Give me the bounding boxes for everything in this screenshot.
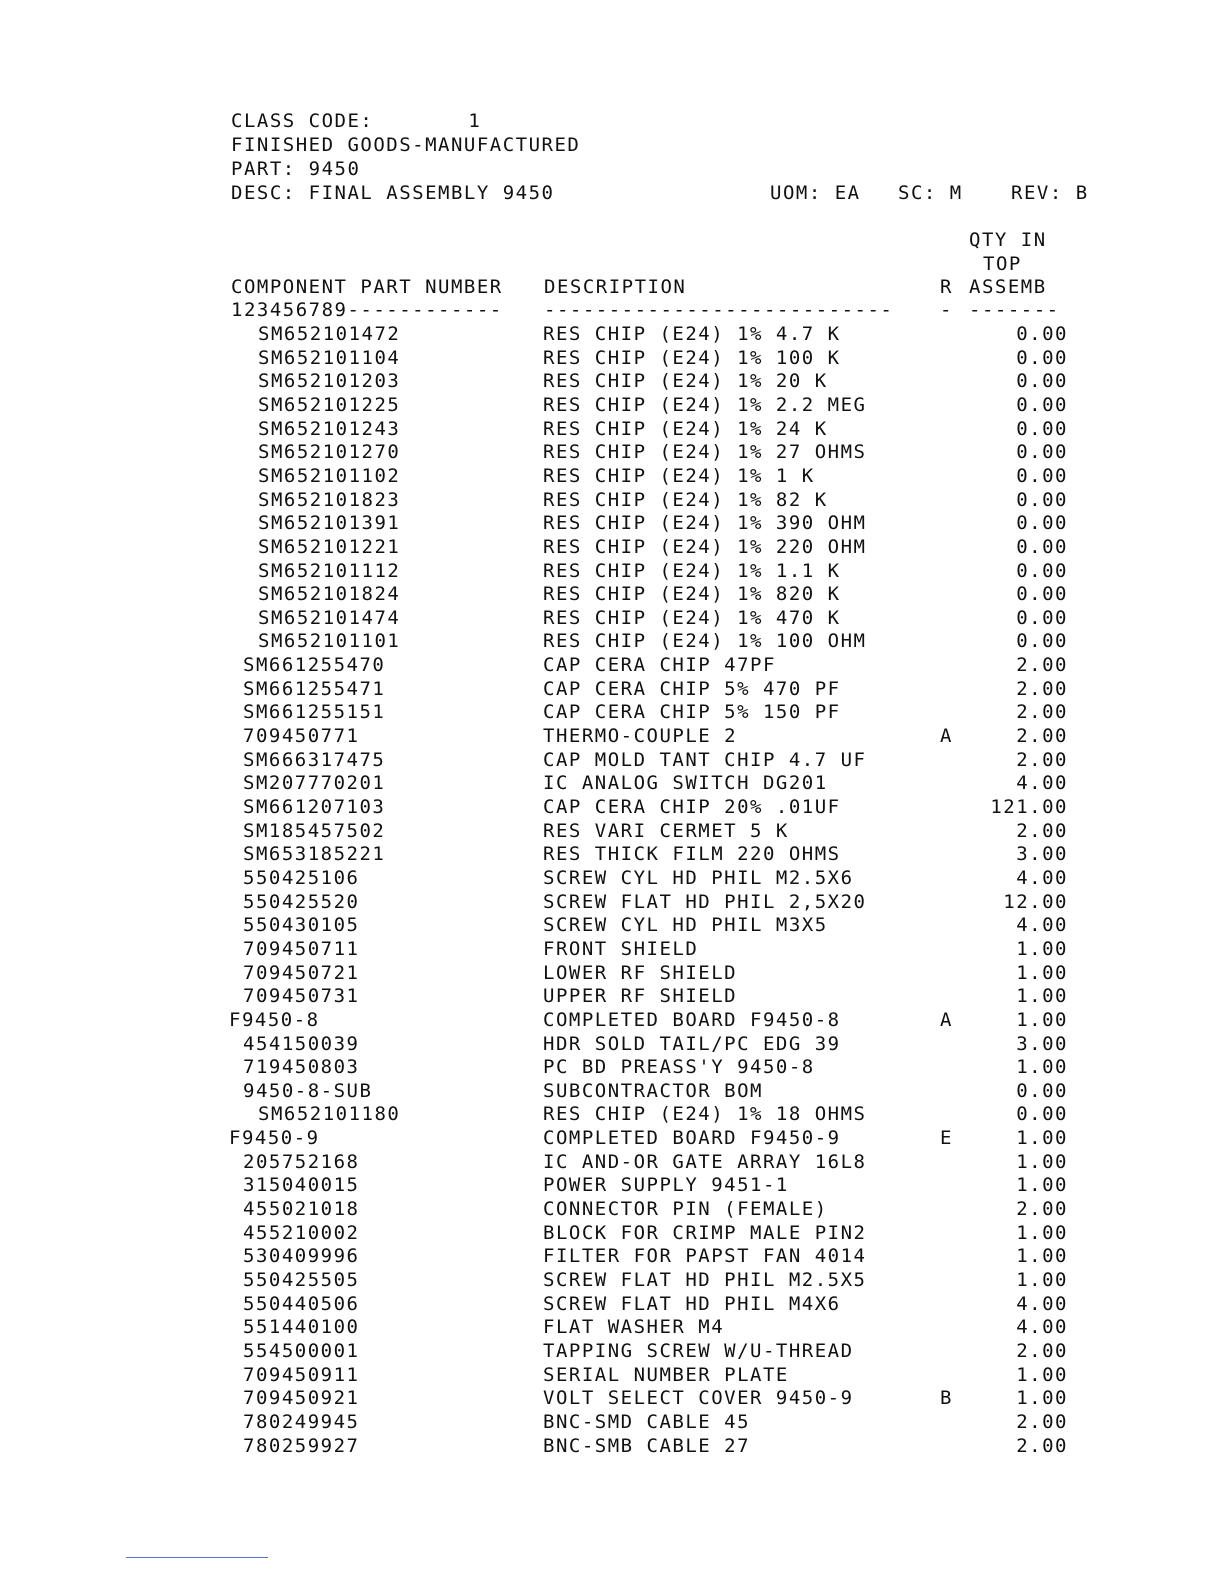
quantity-in-top-assembly: 4.00	[1016, 1316, 1068, 1338]
component-description: CAP MOLD TANT CHIP 4.7 UF	[543, 749, 867, 771]
component-part-number: 719450803	[243, 1056, 360, 1078]
component-part-number: 709450911	[243, 1364, 360, 1386]
quantity-in-top-assembly: 0.00	[1016, 536, 1068, 558]
component-description: RES CHIP (E24) 1% 20 K	[543, 370, 828, 392]
quantity-in-top-assembly: 0.00	[1016, 630, 1068, 652]
quantity-in-top-assembly: 1.00	[1016, 1151, 1068, 1173]
component-rule: 123456789------------	[231, 299, 503, 321]
component-part-number: SM652101225	[258, 394, 401, 416]
revision-flag: B	[940, 1387, 953, 1409]
quantity-in-top-assembly: 0.00	[1016, 583, 1068, 605]
qty-header-line-1: QTY IN	[969, 229, 1047, 251]
component-part-number: SM652101102	[258, 465, 401, 487]
class-name: FINISHED GOODS-MANUFACTURED	[231, 134, 581, 156]
component-part-number: 550425106	[243, 867, 360, 889]
quantity-in-top-assembly: 1.00	[1016, 985, 1068, 1007]
quantity-in-top-assembly: 0.00	[1016, 418, 1068, 440]
component-part-number: SM653185221	[243, 843, 386, 865]
component-description: RES CHIP (E24) 1% 220 OHM	[543, 536, 867, 558]
component-description: FILTER FOR PAPST FAN 4014	[543, 1245, 867, 1267]
quantity-in-top-assembly: 1.00	[1016, 1222, 1068, 1244]
quantity-in-top-assembly: 12.00	[1003, 891, 1068, 913]
component-part-number: 530409996	[243, 1245, 360, 1267]
quantity-in-top-assembly: 121.00	[990, 796, 1068, 818]
quantity-in-top-assembly: 0.00	[1016, 560, 1068, 582]
component-part-number: 780259927	[243, 1435, 360, 1457]
quantity-in-top-assembly: 2.00	[1016, 1435, 1068, 1457]
quantity-in-top-assembly: 4.00	[1016, 772, 1068, 794]
component-part-number: 315040015	[243, 1174, 360, 1196]
component-part-number: 551440100	[243, 1316, 360, 1338]
component-part-number: 550425520	[243, 891, 360, 913]
component-part-number: 709450921	[243, 1387, 360, 1409]
component-description: HDR SOLD TAIL/PC EDG 39	[543, 1033, 841, 1055]
quantity-in-top-assembly: 0.00	[1016, 1103, 1068, 1125]
component-description: SCREW CYL HD PHIL M2.5X6	[543, 867, 854, 889]
component-description: CAP CERA CHIP 47PF	[543, 654, 776, 676]
quantity-in-top-assembly: 0.00	[1016, 489, 1068, 511]
quantity-in-top-assembly: 2.00	[1016, 1411, 1068, 1433]
assemb-rule: -------	[969, 299, 1060, 321]
component-part-number: 205752168	[243, 1151, 360, 1173]
component-description: CAP CERA CHIP 5% 470 PF	[543, 678, 841, 700]
quantity-in-top-assembly: 2.00	[1016, 654, 1068, 676]
quantity-in-top-assembly: 0.00	[1016, 512, 1068, 534]
component-description: SUBCONTRACTOR BOM	[543, 1080, 763, 1102]
quantity-in-top-assembly: 0.00	[1016, 465, 1068, 487]
quantity-in-top-assembly: 0.00	[1016, 323, 1068, 345]
class-code-value: 1	[468, 110, 482, 132]
component-part-number: SM652101101	[258, 630, 401, 652]
component-description: CONNECTOR PIN (FEMALE)	[543, 1198, 828, 1220]
component-description: PC BD PREASS'Y 9450-8	[543, 1056, 815, 1078]
component-part-number: SM652101391	[258, 512, 401, 534]
component-description: RES CHIP (E24) 1% 4.7 K	[543, 323, 841, 345]
component-description: BLOCK FOR CRIMP MALE PIN2	[543, 1222, 867, 1244]
quantity-in-top-assembly: 1.00	[1016, 1245, 1068, 1267]
component-part-number: F9450-8	[229, 1009, 320, 1031]
component-part-number: SM661207103	[243, 796, 386, 818]
component-part-number: SM652101270	[258, 441, 401, 463]
description-header: DESCRIPTION	[544, 276, 687, 298]
component-description: UPPER RF SHIELD	[543, 985, 738, 1007]
component-part-number: 709450711	[243, 938, 360, 960]
component-part-number: 709450721	[243, 962, 360, 984]
revision-flag: A	[940, 1009, 953, 1031]
component-part-number: SM661255151	[243, 701, 386, 723]
component-description: COMPLETED BOARD F9450-8	[543, 1009, 841, 1031]
component-part-number: 455210002	[243, 1222, 360, 1244]
quantity-in-top-assembly: 2.00	[1016, 725, 1068, 747]
revision-flag: A	[940, 725, 953, 747]
quantity-in-top-assembly: 3.00	[1016, 1033, 1068, 1055]
component-description: FRONT SHIELD	[543, 938, 699, 960]
quantity-in-top-assembly: 0.00	[1016, 607, 1068, 629]
class-code-line	[231, 110, 481, 132]
component-part-number: SM652101104	[258, 347, 401, 369]
assemb-header: ASSEMB	[969, 276, 1047, 298]
component-part-number: SM185457502	[243, 820, 386, 842]
component-description: RES CHIP (E24) 1% 100 OHM	[543, 630, 867, 652]
quantity-in-top-assembly: 1.00	[1016, 1269, 1068, 1291]
component-description: TAPPING SCREW W/U-THREAD	[543, 1340, 854, 1362]
component-description: CAP CERA CHIP 5% 150 PF	[543, 701, 841, 723]
component-part-number: 709450771	[243, 725, 360, 747]
quantity-in-top-assembly: 0.00	[1016, 1080, 1068, 1102]
quantity-in-top-assembly: 1.00	[1016, 1127, 1068, 1149]
component-part-number: SM652101472	[258, 323, 401, 345]
component-part-number: SM652101474	[258, 607, 401, 629]
sc-line: SC: M	[898, 182, 963, 204]
qty-header-line-2: TOP	[983, 253, 1022, 275]
component-part-number: SM207770201	[243, 772, 386, 794]
component-part-number: 455021018	[243, 1198, 360, 1220]
component-part-number: SM661255471	[243, 678, 386, 700]
component-description: SCREW FLAT HD PHIL M2.5X5	[543, 1269, 867, 1291]
r-header: R	[940, 276, 953, 298]
component-description: RES CHIP (E24) 1% 820 K	[543, 583, 841, 605]
component-description: RES CHIP (E24) 1% 1 K	[543, 465, 815, 487]
quantity-in-top-assembly: 2.00	[1016, 678, 1068, 700]
component-description: SERIAL NUMBER PLATE	[543, 1364, 789, 1386]
component-description: RES CHIP (E24) 1% 24 K	[543, 418, 828, 440]
component-part-number: 780249945	[243, 1411, 360, 1433]
quantity-in-top-assembly: 1.00	[1016, 1056, 1068, 1078]
component-part-number: 550440506	[243, 1293, 360, 1315]
quantity-in-top-assembly: 0.00	[1016, 441, 1068, 463]
component-description: BNC-SMB CABLE 27	[543, 1435, 751, 1457]
uom-line: UOM: EA	[770, 182, 861, 204]
component-part-number: SM652101823	[258, 489, 401, 511]
part-line: PART: 9450	[231, 158, 361, 180]
component-description: IC ANALOG SWITCH DG201	[543, 772, 828, 794]
quantity-in-top-assembly: 0.00	[1016, 347, 1068, 369]
component-description: RES CHIP (E24) 1% 27 OHMS	[543, 441, 867, 463]
component-part-number: SM652101824	[258, 583, 401, 605]
component-part-number: SM652101180	[258, 1103, 401, 1125]
component-description: RES CHIP (E24) 1% 470 K	[543, 607, 841, 629]
description-rule: ---------------------------	[544, 299, 894, 321]
component-description: RES CHIP (E24) 1% 1.1 K	[543, 560, 841, 582]
component-description: RES THICK FILM 220 OHMS	[543, 843, 841, 865]
quantity-in-top-assembly: 1.00	[1016, 1387, 1068, 1409]
quantity-in-top-assembly: 2.00	[1016, 701, 1068, 723]
quantity-in-top-assembly: 1.00	[1016, 1364, 1068, 1386]
quantity-in-top-assembly: 2.00	[1016, 820, 1068, 842]
component-header: COMPONENT PART NUMBER	[231, 276, 503, 298]
component-description: COMPLETED BOARD F9450-9	[543, 1127, 841, 1149]
component-part-number: SM661255470	[243, 654, 386, 676]
quantity-in-top-assembly: 2.00	[1016, 749, 1068, 771]
desc-line: DESC: FINAL ASSEMBLY 9450	[231, 182, 555, 204]
quantity-in-top-assembly: 4.00	[1016, 914, 1068, 936]
revision-flag: E	[940, 1127, 953, 1149]
quantity-in-top-assembly: 4.00	[1016, 1293, 1068, 1315]
quantity-in-top-assembly: 0.00	[1016, 394, 1068, 416]
component-part-number: SM652101112	[258, 560, 401, 582]
component-description: RES VARI CERMET 5 K	[543, 820, 789, 842]
quantity-in-top-assembly: 0.00	[1016, 370, 1068, 392]
footer-rule	[126, 1557, 268, 1558]
quantity-in-top-assembly: 1.00	[1016, 938, 1068, 960]
component-description: IC AND-OR GATE ARRAY 16L8	[543, 1151, 867, 1173]
component-part-number: 709450731	[243, 985, 360, 1007]
component-description: THERMO-COUPLE 2	[543, 725, 738, 747]
component-description: LOWER RF SHIELD	[543, 962, 738, 984]
component-part-number: 454150039	[243, 1033, 360, 1055]
component-description: RES CHIP (E24) 1% 390 OHM	[543, 512, 867, 534]
component-description: RES CHIP (E24) 1% 82 K	[543, 489, 828, 511]
component-description: POWER SUPPLY 9451-1	[543, 1174, 789, 1196]
component-description: CAP CERA CHIP 20% .01UF	[543, 796, 841, 818]
component-part-number: F9450-9	[229, 1127, 320, 1149]
component-description: SCREW CYL HD PHIL M3X5	[543, 914, 828, 936]
quantity-in-top-assembly: 1.00	[1016, 962, 1068, 984]
component-part-number: SM652101243	[258, 418, 401, 440]
component-description: BNC-SMD CABLE 45	[543, 1411, 751, 1433]
component-description: SCREW FLAT HD PHIL 2,5X20	[543, 891, 867, 913]
component-part-number: SM666317475	[243, 749, 386, 771]
quantity-in-top-assembly: 1.00	[1016, 1009, 1068, 1031]
quantity-in-top-assembly: 2.00	[1016, 1198, 1068, 1220]
component-description: VOLT SELECT COVER 9450-9	[543, 1387, 854, 1409]
component-part-number: SM652101221	[258, 536, 401, 558]
component-description: RES CHIP (E24) 1% 100 K	[543, 347, 841, 369]
rev-line: REV: B	[1011, 182, 1089, 204]
component-description: RES CHIP (E24) 1% 2.2 MEG	[543, 394, 867, 416]
component-part-number: SM652101203	[258, 370, 401, 392]
quantity-in-top-assembly: 2.00	[1016, 1340, 1068, 1362]
component-part-number: 550425505	[243, 1269, 360, 1291]
quantity-in-top-assembly: 4.00	[1016, 867, 1068, 889]
component-description: FLAT WASHER M4	[543, 1316, 725, 1338]
quantity-in-top-assembly: 3.00	[1016, 843, 1068, 865]
component-part-number: 9450-8-SUB	[243, 1080, 373, 1102]
component-description: RES CHIP (E24) 1% 18 OHMS	[543, 1103, 867, 1125]
component-part-number: 550430105	[243, 914, 360, 936]
component-description: SCREW FLAT HD PHIL M4X6	[543, 1293, 841, 1315]
quantity-in-top-assembly: 1.00	[1016, 1174, 1068, 1196]
class-code-label: CLASS CODE:	[231, 110, 374, 132]
r-rule: -	[940, 299, 953, 321]
component-part-number: 554500001	[243, 1340, 360, 1362]
